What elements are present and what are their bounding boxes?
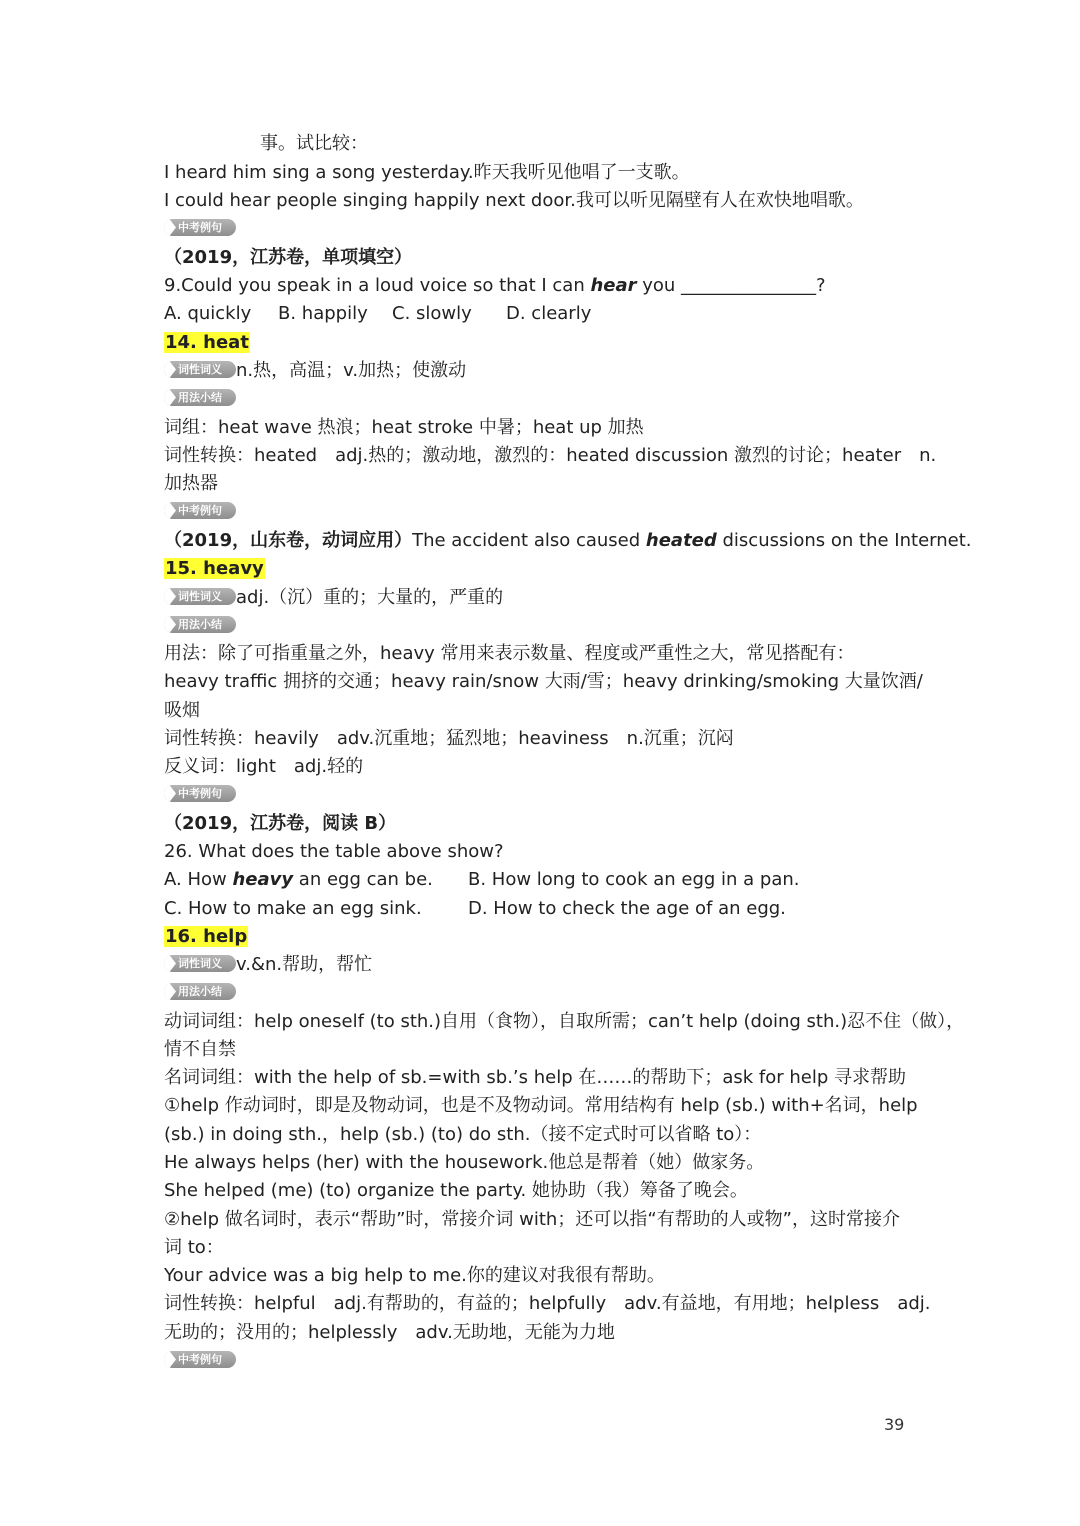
exam-source: （2019，江苏卷，单项填空） — [164, 247, 413, 268]
text-line: 用法：除了可指重量之外，heavy 常用来表示数量、程度或严重性之大，常见搭配有： — [164, 643, 855, 664]
option-c: C. slowly — [392, 303, 472, 324]
exam-example-tag: 中考例句 — [164, 219, 236, 236]
tag-row — [164, 1347, 924, 1375]
text-line: She helped (me) (to) organize the party. 她协助（我）筹备了晚会。 — [164, 1180, 748, 1201]
tag-row — [164, 612, 924, 640]
meaning-tag: 词性词义 — [164, 361, 236, 378]
tag-row — [164, 215, 924, 243]
tag-row — [164, 781, 924, 809]
option-b: B. How long to cook an egg in a pan. — [468, 869, 800, 890]
text-line: 事。试比较： — [260, 133, 368, 154]
page-number: 39 — [884, 1415, 905, 1434]
text-line: 情不自禁 — [164, 1039, 236, 1060]
exam-sentence: （2019，山东卷，动词应用）The accident also caused heated discussions on the Internet. — [164, 530, 972, 551]
text-line: 词组：heat wave 热浪；heat stroke 中暑；heat up 加热 — [164, 417, 644, 438]
question-26-options-row1 — [164, 866, 924, 894]
entry-heading-help: 16. help — [165, 926, 248, 947]
option-a: A. How heavy an egg can be. — [164, 869, 433, 890]
text-line: 词性转换：heated adj.热的；激动地，激烈的：heated discussion 激烈的讨论；heater n. — [164, 445, 937, 466]
text-line: 词 to： — [164, 1237, 224, 1258]
meaning-tag: 词性词义 — [164, 955, 236, 972]
text-line: 吸烟 — [164, 700, 200, 721]
text-line: 词性转换：helpful adj.有帮助的，有益的；helpfully adv.有益地，有用地；helpless adj. — [164, 1293, 931, 1314]
question-26: 26. What does the table above show? — [164, 841, 504, 862]
meaning-tag: 词性词义 — [164, 588, 236, 605]
meaning-row: 词性词义 n.热，高温；v.加热；使激动 — [164, 357, 924, 385]
option-d: D. clearly — [506, 303, 592, 324]
tag-row — [164, 498, 924, 526]
text-line: 名词词组：with the help of sb.=with sb.’s help 在……的帮助下；ask for help 寻求帮助 — [164, 1067, 907, 1088]
exam-source: （2019，江苏卷，阅读 B） — [164, 813, 397, 834]
text-line: He always helps (her) with the housework.他总是帮着（她）做家务。 — [164, 1152, 765, 1173]
entry-heading-heat: 14. heat — [165, 332, 249, 353]
text-line: (sb.) in doing sth.，help (sb.) (to) do sth.（接不定式时可以省略 to）： — [164, 1124, 762, 1145]
text-line: I could hear people singing happily next door.我可以听见隔壁有人在欢快地唱歌。 — [164, 190, 864, 211]
text-line: ②help 做名词时，表示“帮助”时，常接介词 with；还可以指“有帮助的人或物”，这时常接介 — [164, 1209, 900, 1230]
text-line: 反义词：light adj.轻的 — [164, 756, 364, 777]
question-9-options — [164, 300, 924, 328]
question-26-options-row2 — [164, 895, 924, 923]
usage-tag: 用法小结 — [164, 389, 236, 406]
entry-heading-heavy: 15. heavy — [165, 558, 264, 579]
tag-row — [164, 979, 924, 1007]
text-line: 动词词组：help oneself (to sth.)自用（食物），自取所需；can’t help (doing sth.)忍不住（做）， — [164, 1011, 965, 1032]
meaning-row: 词性词义 adj.（沉）重的；大量的，严重的 — [164, 584, 924, 612]
text-line: Your advice was a big help to me.你的建议对我很有帮助。 — [164, 1265, 665, 1286]
text-line: 无助的；没用的；helplessly adv.无助地，无能为力地 — [164, 1322, 615, 1343]
text-line: 加热器 — [164, 473, 218, 494]
text-line: 词性转换：heavily adv.沉重地；猛烈地；heaviness n.沉重；沉闷 — [164, 728, 734, 749]
exam-example-tag: 中考例句 — [164, 502, 236, 519]
meaning-row: 词性词义 v.&n.帮助，帮忙 — [164, 951, 924, 979]
option-a: A. quickly — [164, 303, 252, 324]
text-line: ①help 作动词时，即是及物动词，也是不及物动词。常用结构有 help (sb.) with+名词，help — [164, 1095, 918, 1116]
tag-row — [164, 385, 924, 413]
option-c: C. How to make an egg sink. — [164, 898, 422, 919]
exam-example-tag: 中考例句 — [164, 785, 236, 802]
text-line: I heard him sing a song yesterday.昨天我听见他唱了一支歌。 — [164, 162, 690, 183]
text-line: heavy traffic 拥挤的交通；heavy rain/snow 大雨/雪；heavy drinking/smoking 大量饮酒/ — [164, 671, 923, 692]
option-b: B. happily — [278, 303, 368, 324]
usage-tag: 用法小结 — [164, 616, 236, 633]
usage-tag: 用法小结 — [164, 983, 236, 1000]
exam-example-tag: 中考例句 — [164, 1351, 236, 1368]
option-d: D. How to check the age of an egg. — [468, 898, 786, 919]
question-9: 9.Could you speak in a loud voice so that I can hear you _______________? — [164, 275, 826, 296]
